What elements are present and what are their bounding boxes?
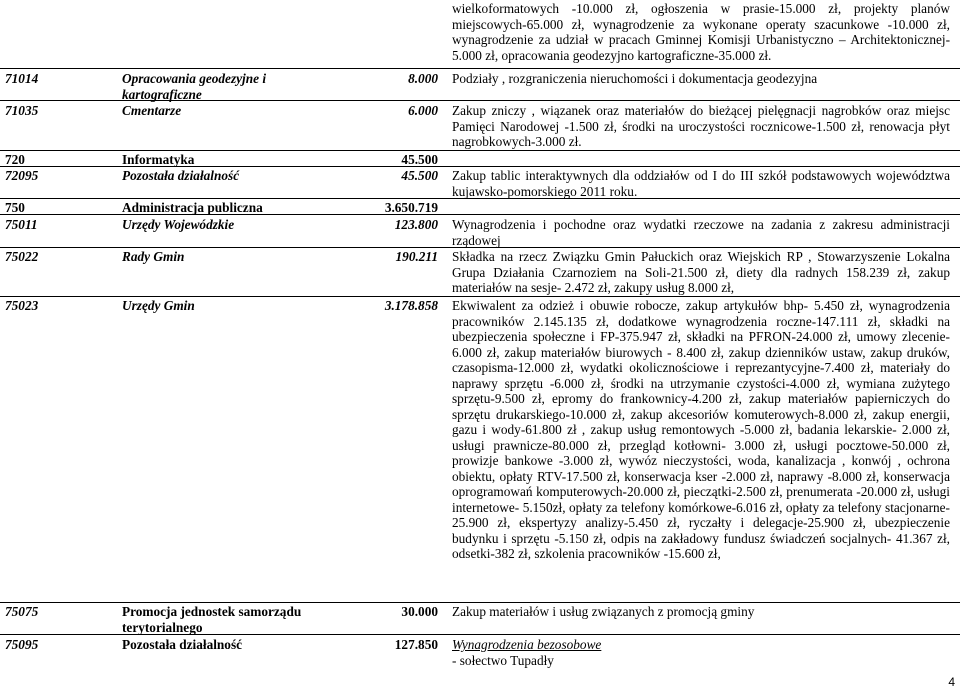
- row-description: Zakup zniczy , wiązanek oraz materiałów do bieżącej pielęgnacji nagrobków oraz miejsc Pamięci Narodowej -1.500 zł, środki na uroczystości rocznicowe-1.500 zł, renowacja płyt nagrobkowych-3.000 zł.: [452, 103, 950, 149]
- row-description: Ekwiwalent za odzież i obuwie robocze, zakup artykułów bhp- 5.450 zł, wynagrodzenia pracowników 2.145.135 zł, dodatkowe wynagrodzenia roczne-147.111 zł, składki na ubezpieczenia społeczne i FP-375.947 zł, składki na PFRON-24.000 zł, umowy zlecenie-6.000 zł, zakup materiałów biurowych - 8.400 zł, zakup dzienników ustaw, zakup druków, czasopisma-12.000 zł, wydatki okolicznościowe i reprezantycyjne-7.400 zł, materiały do naprawy sprzętu -6.000 zł, środki na utrzymanie czystości-4.000 zł, wymiana zużytego sprzętu-9.500 zł, epromy do frankownicy-4.200 zł, zakup materiałów papierniczych do sprzętu drukarskiego-10.000 zł, zakup akcesoriów komuterowych-8.000 zł, zakup energii, gazu i wody-61.800 zł , zakup usług remontowych -5.000 zł, badania lekarskie- 2.000 zł, usługi prawnicze-80.000 zł, przegląd kotłowni- 3.000 zł, usługi pocztowe-50.000 zł, prowizje bankowe -3.000 zł, wywóz nieczystości, woda, kanalizacja , konwój , ochrona obiektu, opłaty RTV-17.500 zł, konserwacja kser -2.000 zł, naprawy -8.000 zł, konserwacja oprogramowań komputerowych-20.000 zł, pieczątki-2.500 zł, prenumerata -20.000 zł, usługi internetowe- 5.150zł, opłaty za telefony komórkowe-6.016 zł, opłaty za telefony stacjonarne-25.900 zł, ekspertyzy analizy-5.450 zł, ryczałty i delegacje-25.900 zł, ubezpieczenie budynku i sprzętu -5.150 zł, odpis na zakładowy fundusz świadczeń socjalnych- 41.367 zł, odsetki-382 zł, szkolenia pracowników -15.600 zł,: [452, 298, 950, 561]
- row-name: Pozostała działalność: [122, 637, 243, 652]
- row-amount: 8.000: [408, 71, 438, 86]
- top-description: wielkoformatowych -10.000 zł, ogłoszenia w prasie-15.000 zł, projekty planów miejscowych-65.000 zł, wynagrodzenie za wykonane operaty szacunkowe -10.000 zł, wynagrodzenie za udział w pracach Gminnej Komisji Urbanistyczno – Architektonicznej-5.000 zł, opracowania geodezyjno kartograficzne-35.000 zł.: [452, 1, 950, 63]
- row-name: Administracja publiczna: [122, 200, 263, 215]
- row-name: Promocja jednostek samorządu terytorialnego: [122, 604, 302, 635]
- row-code: 750: [5, 200, 25, 215]
- row-name: Opracowania geodezyjne i kartograficzne: [122, 71, 267, 102]
- row-description: Wynagrodzenia bezosobowe: [452, 637, 602, 652]
- row-code: 75075: [5, 604, 39, 619]
- row-description-extra: - sołectwo Tupadły: [452, 653, 554, 668]
- row-amount: 45.500: [401, 152, 438, 167]
- row-amount: 190.211: [395, 249, 438, 264]
- row-amount: 3.178.858: [384, 298, 438, 313]
- row-code: 75095: [5, 637, 39, 652]
- page-number: 4: [948, 675, 955, 689]
- row-code: 720: [5, 152, 25, 167]
- row-code: 75022: [5, 249, 39, 264]
- rule: [0, 602, 960, 603]
- row-code: 75023: [5, 298, 39, 313]
- row-amount: 123.800: [394, 217, 438, 232]
- row-amount: 45.500: [401, 168, 438, 183]
- row-description: Zakup materiałów i usług związanych z promocją gminy: [452, 604, 755, 619]
- row-code: 72095: [5, 168, 39, 183]
- row-name: Cmentarze: [122, 103, 182, 118]
- rule: [0, 68, 960, 69]
- row-name: Informatyka: [122, 152, 195, 167]
- rule: [0, 296, 960, 297]
- row-name: Urzędy Wojewódzkie: [122, 217, 235, 232]
- row-amount: 6.000: [408, 103, 438, 118]
- row-name: Rady Gmin: [122, 249, 185, 264]
- row-description: Zakup tablic interaktywnych dla oddziałów od I do III szkół podstawowych województwa kujawsko-pomorskiego 2011 roku.: [452, 168, 950, 199]
- row-amount: 30.000: [401, 604, 438, 619]
- row-code: 75011: [5, 217, 38, 232]
- row-description: Składka na rzecz Związku Gmin Pałuckich oraz Wiejskich RP , Stowarzyszenie Lokalna Grupa Działania Czarnoziem na Soli-21.500 zł, diety dla radnych 158.239 zł, zakup materiałów na sesje- 2.472 zł, zakupy usług 8.000 zł,: [452, 249, 950, 295]
- row-amount: 3.650.719: [384, 200, 438, 215]
- row-amount: 127.850: [394, 637, 438, 652]
- row-description: Podziały , rozgraniczenia nieruchomości i dokumentacja geodezyjna: [452, 71, 818, 86]
- row-code: 71035: [5, 103, 39, 118]
- rule: [0, 150, 960, 151]
- row-description: Wynagrodzenia i pochodne oraz wydatki rzeczowe na zadania z zakresu administracji rządowej: [452, 217, 950, 248]
- row-code: 71014: [5, 71, 39, 86]
- row-name: Pozostała działalność: [122, 168, 240, 183]
- row-name: Urzędy Gmin: [122, 298, 195, 313]
